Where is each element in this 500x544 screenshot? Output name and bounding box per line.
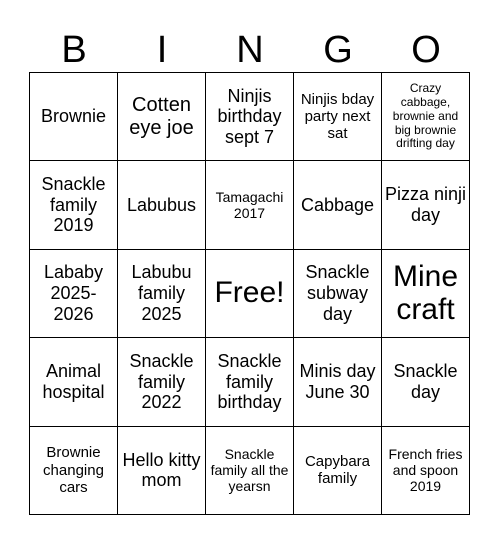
bingo-grid <box>29 72 470 515</box>
bingo-cell-r5-c3[interactable]: Snackle family all the yearsn <box>206 427 294 515</box>
bingo-cell-r5-c4[interactable]: Capybara family <box>294 427 382 515</box>
bingo-cell-r1-c4[interactable]: Ninjis bday party next sat <box>294 73 382 161</box>
bingo-cell-r1-c5[interactable]: Crazy cabbage, brownie and big brownie drifting day <box>382 73 470 161</box>
bingo-cell-r4-c1[interactable]: Animal hospital <box>30 338 118 426</box>
bingo-cell-r2-c3[interactable]: Tamagachi 2017 <box>206 161 294 249</box>
bingo-cell-free[interactable]: Free! <box>206 250 294 338</box>
bingo-cell-r1-c1[interactable]: Brownie <box>30 73 118 161</box>
bingo-cell-r5-c2[interactable]: Hello kitty mom <box>118 427 206 515</box>
bingo-cell-r4-c4[interactable]: Minis day June 30 <box>294 338 382 426</box>
header-letter-o: O <box>411 29 441 71</box>
bingo-cell-r4-c3[interactable]: Snackle family birthday <box>206 338 294 426</box>
bingo-header <box>30 28 470 72</box>
bingo-cell-r2-c1[interactable]: Snackle family 2019 <box>30 161 118 249</box>
bingo-cell-r2-c4[interactable]: Cabbage <box>294 161 382 249</box>
bingo-cell-r1-c2[interactable]: Cotten eye joe <box>118 73 206 161</box>
bingo-cell-r2-c2[interactable]: Labubus <box>118 161 206 249</box>
bingo-cell-r4-c5[interactable]: Snackle day <box>382 338 470 426</box>
header-letter-b: B <box>61 29 87 71</box>
bingo-cell-r3-c4[interactable]: Snackle subway day <box>294 250 382 338</box>
bingo-cell-r5-c5[interactable]: French fries and spoon 2019 <box>382 427 470 515</box>
header-letter-i: I <box>156 29 168 71</box>
bingo-cell-r5-c1[interactable]: Brownie changing cars <box>30 427 118 515</box>
bingo-cell-r4-c2[interactable]: Snackle family 2022 <box>118 338 206 426</box>
bingo-cell-r2-c5[interactable]: Pizza ninji day <box>382 161 470 249</box>
bingo-cell-r3-c2[interactable]: Labubu family 2025 <box>118 250 206 338</box>
header-letter-g: G <box>323 29 353 71</box>
header-letter-n: N <box>236 29 264 71</box>
bingo-cell-r3-c5[interactable]: Mine craft <box>382 250 470 338</box>
bingo-cell-r1-c3[interactable]: Ninjis birthday sept 7 <box>206 73 294 161</box>
bingo-cell-r3-c1[interactable]: Lababy 2025-2026 <box>30 250 118 338</box>
